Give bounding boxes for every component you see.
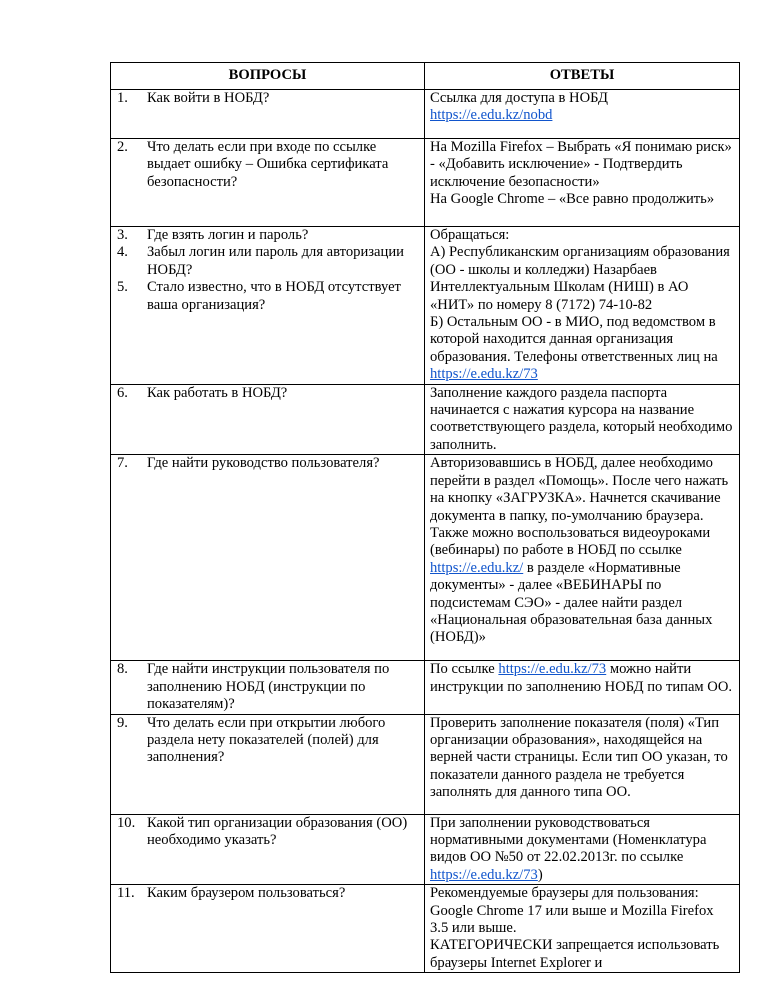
question-number: 10. [117,814,136,831]
question-text: Как войти в НОБД? [147,90,270,106]
question-item [117,715,418,767]
answer-text: Рекомендуемые браузеры для пользования: Google Chrome 17 или выше и Mozilla Firefox 3.5 или выше. [430,885,714,936]
question-cell [111,227,425,385]
answer-cell [425,227,740,385]
question-number: 11. [117,885,135,902]
question-number: 1. [117,90,128,106]
answer-cell [425,885,740,973]
question-text: Каким браузером пользоваться? [147,885,346,902]
question-cell [111,814,425,885]
question-item [117,815,418,850]
question-text: Какой тип организации образования (ОО) необходимо указать? [147,814,408,848]
question-text: Забыл логин или пароль для авторизации НОБД? [147,244,404,278]
question-cell [111,885,425,973]
question-number: 3. [117,227,128,243]
question-item [117,455,418,472]
answer-cell [425,139,740,227]
table-row [111,384,740,455]
answer-text: На Mozilla Firefox – Выбрать «Я понимаю риск» - «Добавить исключение» - Подтвердить исключение безопасности» [430,139,732,190]
question-text: Что делать если при входе по ссылке выдает ошибку – Ошибка сертификата безопасности? [147,139,389,190]
question-text: Где найти руководство пользователя? [147,455,380,472]
question-text: Где взять логин и пароль? [147,227,309,243]
question-item [117,139,418,191]
question-number: 6. [117,384,128,401]
question-cell [111,714,425,814]
edu-portal-link[interactable]: https://e.edu.kz/ [430,559,524,576]
questions-header: ВОПРОСЫ [111,63,425,90]
table-row [111,227,740,385]
answer-text: При заполнении руководствоваться нормативными документами (Номенклатура видов ОО №50 от 22.02.2013г. по ссылке [430,814,707,866]
faq-table [110,62,740,973]
answer-cell [425,714,740,814]
question-number: 4. [117,244,128,261]
answer-text: Ссылка для доступа в НОБД [430,90,608,106]
answer-text: Проверить заполнение показателя (поля) «Тип организации образования», находящейся на верней части страницы. Если тип ОО указан, то показатели данного раздела не требуется заполнять для данного типа ОО. [430,714,728,801]
table-row [111,814,740,885]
answer-cell [425,384,740,455]
answer-text: Заполнение каждого раздела паспорта начинается с нажатия курсора на название соответствующего раздела, который необходимо заполнить. [430,384,733,453]
answer-text: На Google Chrome – «Все равно продолжить» [430,191,715,208]
question-item [117,385,418,402]
question-text: Где найти инструкции пользователя по заполнению НОБД (инструкции по показателям)? [147,661,390,713]
answer-text: в разделе «Нормативные документы» - далее «ВЕБИНАРЫ по подсистемам СЭО» - далее найти раздел «Национальная образовательная база данных (НОБД)» [430,559,713,646]
table-row [111,885,740,973]
question-number: 2. [117,139,128,155]
question-cell [111,661,425,714]
table-row [111,90,740,139]
question-number: 7. [117,455,128,472]
question-number: 8. [117,661,128,678]
instructions-link[interactable]: https://e.edu.kz/73 [498,661,607,678]
answer-text: можно найти инструкции по заполнению НОБД по типам ОО. [430,661,733,695]
question-text: Что делать если при открытии любого раздела нету показателей (полей) для заполнения? [147,714,386,766]
answer-text: Б) Остальным ОО - в МИО, под ведомством в которой находится данная организация образования. Телефоны ответственных лиц на [430,314,718,365]
mio-contacts-link[interactable]: https://e.edu.kz/73 [430,366,538,383]
table-row [111,661,740,714]
question-cell [111,455,425,661]
question-item [117,227,418,244]
question-cell [111,139,425,227]
answer-text: КАТЕГОРИЧЕСКИ запрещается использовать браузеры Internet Explorer и [430,937,720,971]
answer-cell [425,455,740,661]
question-text: Как работать в НОБД? [147,384,288,401]
faq-document [110,62,739,973]
answer-text: ) [537,866,543,883]
question-number: 5. [117,279,128,296]
answer-text: По ссылке [430,661,495,678]
answer-cell [425,90,740,139]
table-header-row [111,63,740,90]
question-item [117,661,418,713]
question-cell [111,384,425,455]
question-item [117,90,418,107]
answer-cell [425,661,740,714]
table-row [111,139,740,227]
nobd-link[interactable]: https://e.edu.kz/nobd [430,107,553,124]
question-number: 9. [117,714,128,731]
question-cell [111,90,425,139]
answer-cell [425,814,740,885]
question-item [117,885,418,902]
question-item [117,279,418,314]
answers-header: ОТВЕТЫ [425,63,740,90]
answer-text: Также можно воспользоваться видеоуроками (вебинары) по работе в НОБД по ссылке [430,524,711,559]
table-row [111,455,740,661]
question-item [117,244,418,279]
question-text: Стало известно, что в НОБД отсутствует ваша организация? [147,279,401,313]
nomenclature-link[interactable]: https://e.edu.kz/73 [430,866,538,883]
answer-text: Обращаться: [430,227,510,243]
answer-text: А) Республиканским организациям образования (ОО - школы и колледжи) Назарбаев Интеллектуальным Школам (НИШ) в АО «НИТ» по номеру 8 (7172) 74-10-82 [430,244,730,313]
answer-text: Авторизовавшись в НОБД, далее необходимо перейти в раздел «Помощь». После чего нажать на кнопку «ЗАГРУЗКА». Начнется скачивание документа в папку, по-умолчанию браузера. [430,455,729,524]
table-row [111,714,740,814]
